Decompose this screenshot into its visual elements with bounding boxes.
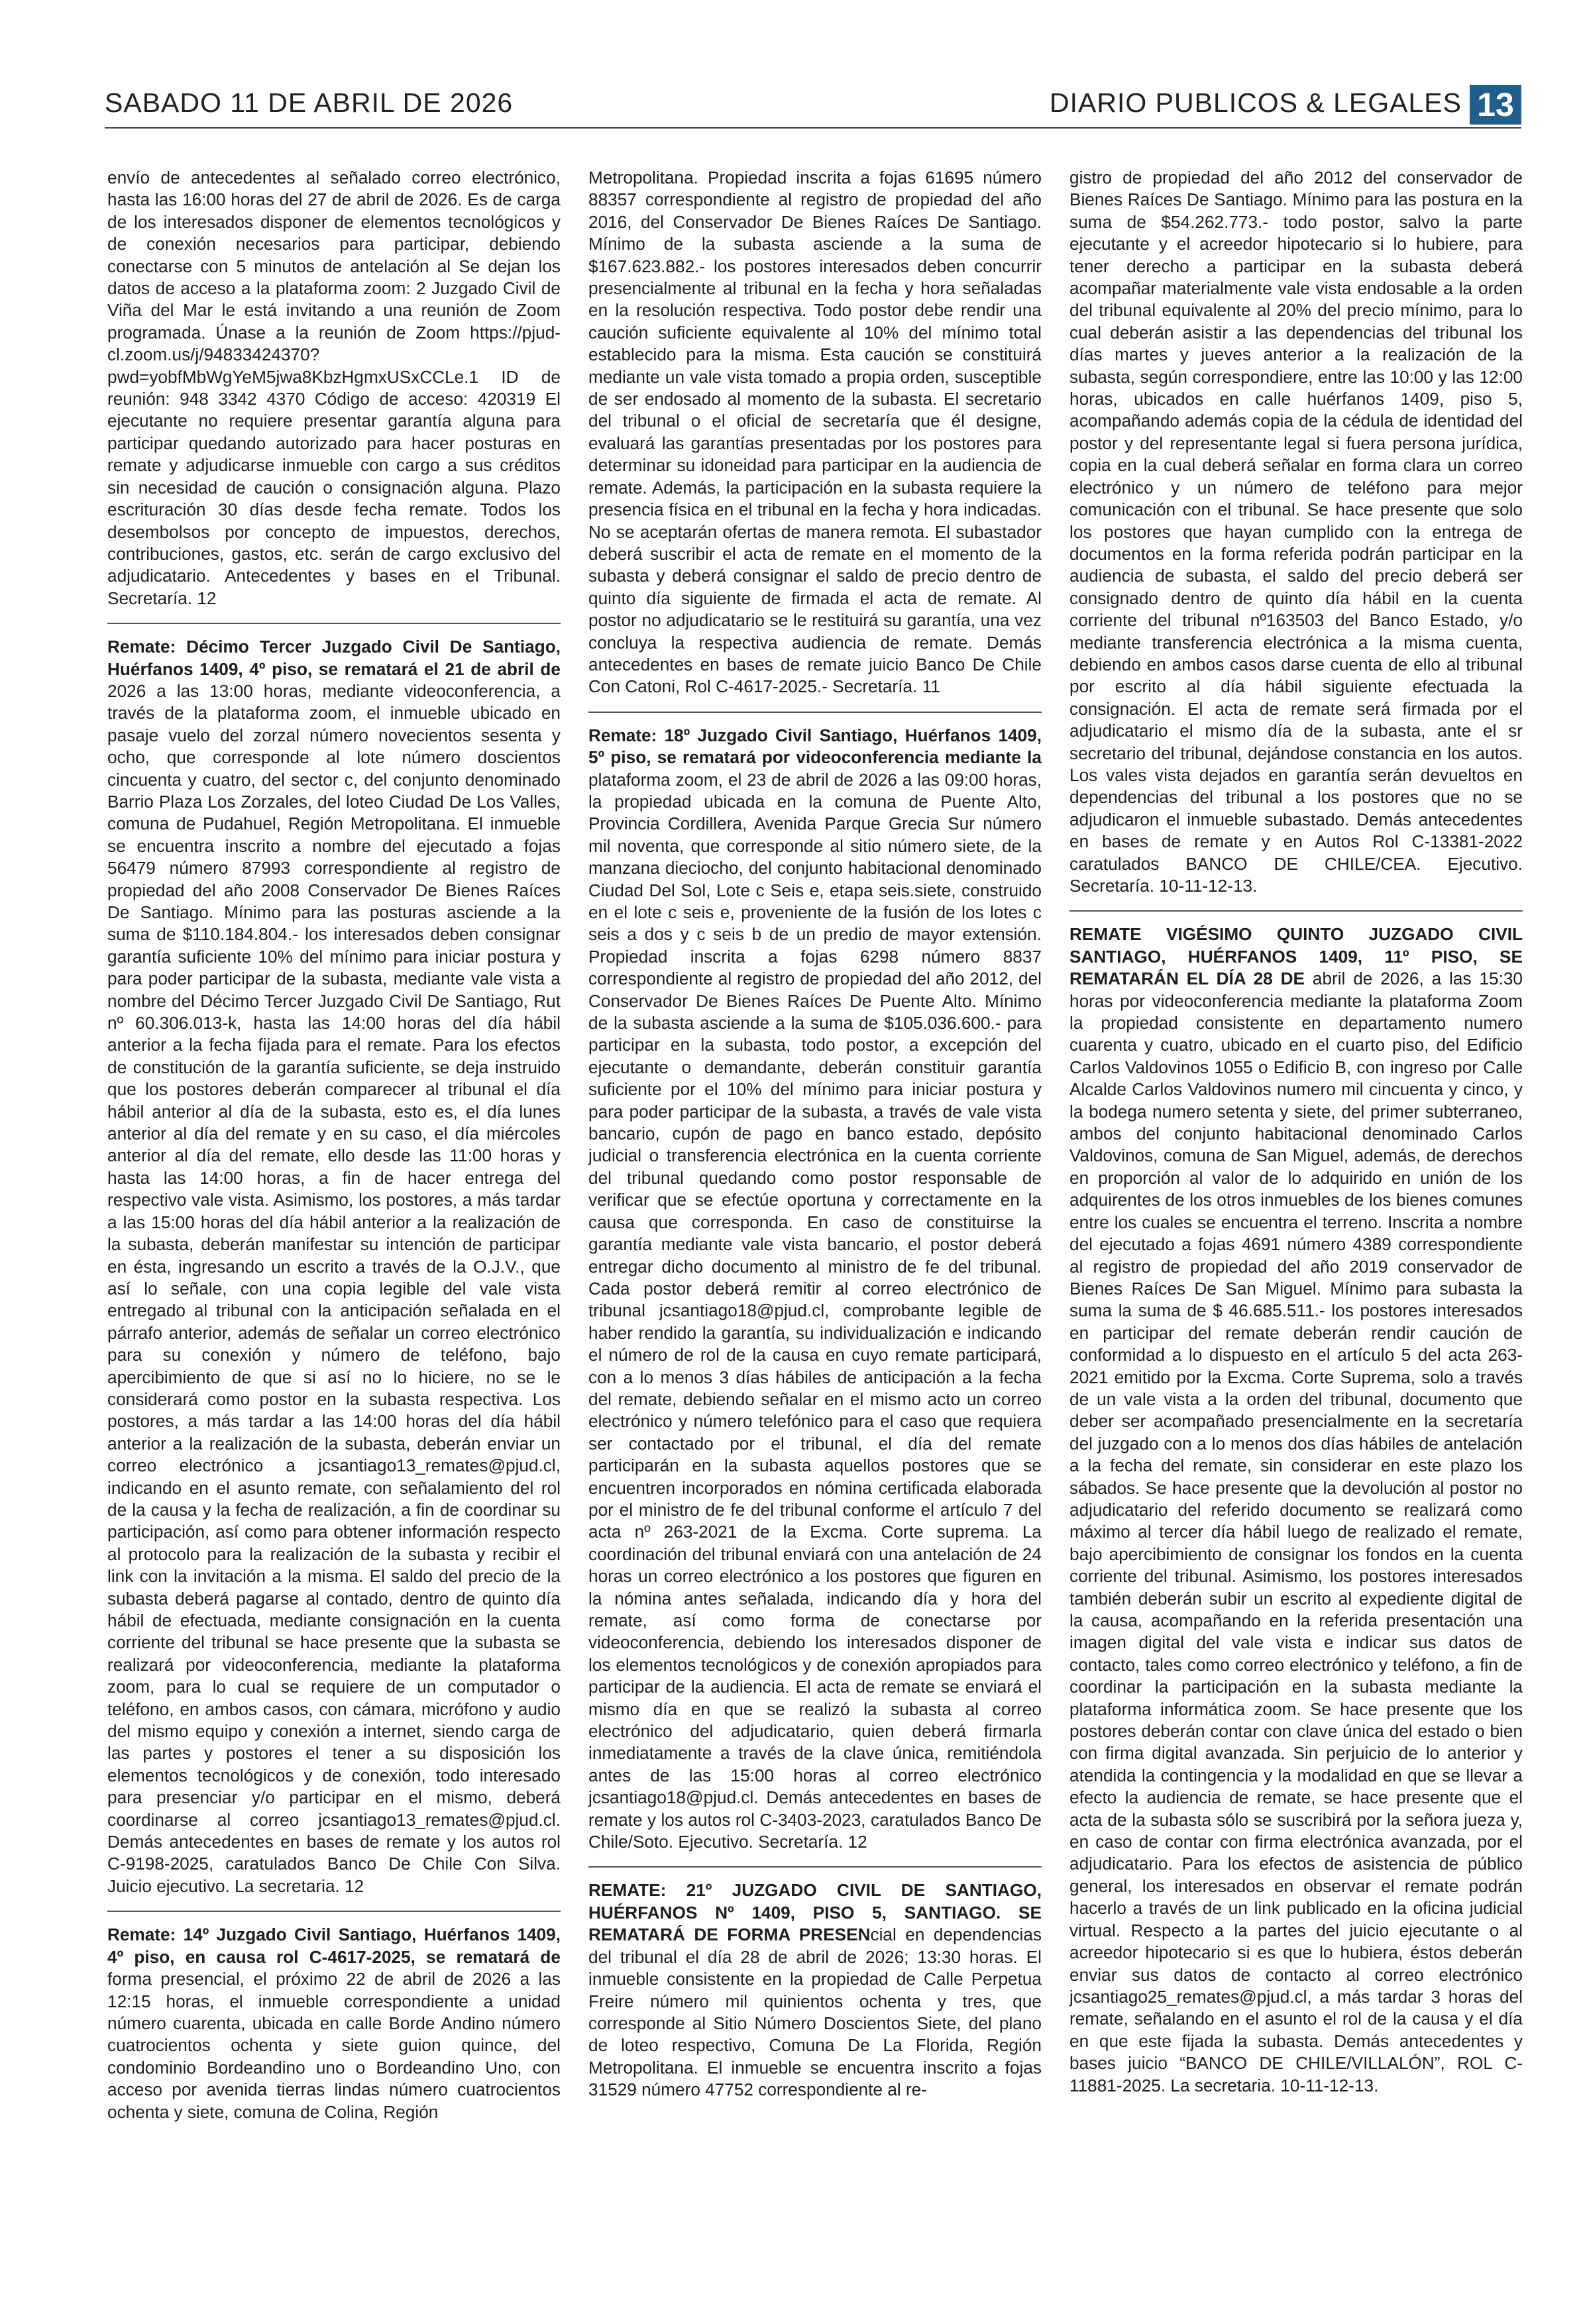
notice-lead: Remate: 14º Juzgado Civil Santiago, Huérfanos 1409, 4º piso, en causa rol C-4617-2025, se rematará de bbox=[107, 1925, 561, 1967]
notice-divider bbox=[107, 1911, 561, 1912]
notice-text: cial en dependencias del tribunal el día 28 de abril de 2026; 13:30 horas. El inmueble consistente en la propiedad de Calle Perpetua Freire número mil quinientos ochenta y tres, que corresponde al Sitio Número Doscientos Siete, del plano de loteo respectivo, Comuna De La Florida, Región Metropolitana. El inmueble se encuentra inscrito a fojas 31529 número 47752 correspondiente al re- bbox=[588, 1925, 1042, 2100]
notice-text: 2026 a las 13:00 horas, mediante videoconferencia, a través de la plataforma zoom, el inmueble ubicado en pasaje vuelo del zorzal número novecientos sesenta y ocho, que corresponde al lote número doscientos cincuenta y cuatro, del sector c, del conjunto denominado Barrio Plaza Los Zorzales, del loteo Ciudad De Los Valles, comuna de Pudahuel, Región Metropolitana. El inmueble se encuentra inscrito a nombre del ejecutado a fojas 56479 número 87993 correspondiente al registro de propiedad del año 2008 Conservador De Bienes Raíces De Santiago. Mínimo para las posturas asciende a la suma de $110.184.804.- los interesados deben consignar garantía suficiente 10% del mínimo para iniciar postura y para poder participar de la subasta, mediante vale vista a nombre del Décimo Tercer Juzgado Civil De Santiago, Rut nº 60.306.013-k, hasta las 14:00 horas del día hábil anterior a la fecha fijada para el remate. Para los efectos de constitución de la garantía suficiente, se deja instruido que los postores deberán comparecer al tribunal el día hábil anterior al día de la subasta, esto es, el día lunes anterior al día del remate y en su caso, el día miércoles anterior al día del remate, ello desde las 11:00 horas y hasta las 14:00 horas, a fin de hacer entrega del respectivo vale vista. Asimismo, los postores, a más tardar a las 15:00 horas del día hábil anterior a la realización de la subasta, deberán manifestar su intención de participar en ésta, ingresando un escrito a través de la O.J.V., que así lo señale, con una copia legible del vale vista entregado al tribunal con la anticipación señalada en el párrafo anterior, además de señalar un correo electrónico para su conexión y número de teléfono, bajo apercibimiento de que si así no lo hiciere, no se le considerará como postor en la subasta respectiva. Los postores, a más tardar a las 14:00 horas del día hábil anterior a la realización de la subasta, deberán enviar un correo electrónico a jcsantiago13_remates@pjud.cl, indicando en el asunto remate, con señalamiento del rol de la causa y la fecha de realización, a fin de coordinar su participación, así como para obtener información respecto al protocolo para la realización de la subasta y recibir el link con la invitación a la misma. El saldo del precio de la subasta deberá pagarse al contado, dentro de quinto día hábil de efectuada, mediante consignación en la cuenta corriente del tribunal se hace presente que la subasta se realizará por videoconferencia, mediante la plataforma zoom, para lo cual se requiere de un computador o teléfono, en ambos casos, con cámara, micrófono y audio del mismo equipo y conexión a internet, siendo carga de las partes y postores el tener a su disposición los elementos tecnológicos y de conexión, todo interesado para presenciar y/o participar en el mismo, deberá coordinarse al correo jcsantiago13_remates@pjud.cl. Demás antecedentes en bases de remate y los autos rol C-9198-2025, caratulados Banco De Chile Con Silva. Juicio ejecutivo. La secretaria. 12 bbox=[107, 680, 561, 1896]
notice-text: plataforma zoom, el 23 de abril de 2026 a las 09:00 horas, la propiedad ubicada en la comuna de Puente Alto, Provincia Cordillera, Avenida Parque Grecia Sur número mil noventa, que corresponde al sitio número siete, de la manzana dieciocho, del conjunto habitacional denominado Ciudad Del Sol, Lote c Seis e, etapa seis.siete, construido en el lote c seis e, proveniente de la fusión de los lotes c seis a dos y c seis b de un predio de mayor extensión. Propiedad inscrita a fojas 6298 número 8837 correspondiente al registro de propiedad del año 2012, del Conservador De Bienes Raíces De Puente Alto. Mínimo de la subasta asciende a la suma de $105.036.600.- para participar en la subasta, todo postor, a excepción del ejecutante o demandante, deberán constituir garantía suficiente por el 10% del mínimo para iniciar postura y para poder participar de la subasta, a través de vale vista bancario, cupón de pago en banco estado, depósito judicial o transferencia electrónica en la cuenta corriente del tribunal quedando como postor responsable de verificar que se efectúe oportuna y correctamente en la causa que corresponda. En caso de constituirse la garantía mediante vale vista bancario, el postor deberá entregar dicho documento al ministro de fe del tribunal. Cada postor deberá remitir al correo electrónico de tribunal jcsantiago18@pjud.cl, comprobante legible de haber rendido la garantía, su individualización e indicando el número de rol de la causa en cuyo remate participará, con a lo menos 3 días hábiles de anticipación a la fecha del remate, debiendo señalar en el mismo acto un correo electrónico y número telefónico para el caso que requiera ser contactado por el tribunal, el día del remate participarán en la subasta aquellos postores que se encuentren incorporados en nómina certificada elaborada por el ministro de fe del tribunal conforme el artículo 7 del acta nº 263-2021 de la Excma. Corte suprema. La coordinación del tribunal enviará con una antelación de 24 horas un correo electrónico a los postores que figuren en la nómina antes señalada, indicando día y hora del remate, así como forma de conectarse por videoconferencia, debiendo los interesados disponer de los elementos tecnológicos y de conexión apropiados para participar de la audiencia. El acta de remate se enviará el mismo día en que se realizó la subasta al correo electrónico del adjudicatario, quien deberá firmarla inmediatamente a través de la clave única, remitiéndola antes de las 15:00 horas al correo electrónico jcsantiago18@pjud.cl. Demás antecedentes en bases de remate y los autos rol C-3403-2023, caratulados Banco De Chile/Soto. Ejecutivo. Secretaría. 12 bbox=[588, 769, 1042, 1852]
notice-continuation bbox=[588, 167, 1042, 698]
notice-continuation bbox=[1069, 167, 1523, 897]
notice-continuation bbox=[107, 167, 561, 609]
notice-divider bbox=[107, 623, 561, 624]
notice-lead: REMATE: 21º JUZGADO CIVIL DE SANTIAGO, HUÉRFANOS Nº 1409, PISO 5, SANTIAGO. SE REMATARÁ DE FORMA PRESEN bbox=[588, 1880, 1042, 1945]
page-header bbox=[105, 85, 1521, 125]
notice-text: forma presencial, el próximo 22 de abril de 2026 a las 12:15 horas, el inmueble correspondiente a unidad número cuarenta, ubicada en calle Borde Andino número cuatrocientos ochenta y siete guion quince, del condominio Bordeandino uno o Bordeandino Uno, con acceso por avenida tierras lindas número cuatrocientos ochenta y siete, comuna de Colina, Región bbox=[107, 1969, 561, 2122]
notice-divider bbox=[1069, 910, 1523, 912]
notice-21-juzgado bbox=[588, 1879, 1042, 2101]
notice-text: gistro de propiedad del año 2012 del conservador de Bienes Raíces De Santiago. Mínimo para las postura en la suma de $54.262.773.- todo postor, salvo la parte ejecutante y el acreedor hipotecario si lo hubiere, para tener derecho a participar en la subasta deberá acompañar materialmente vale vista endosable a la orden del tribunal equivalente al 20% del precio mínimo, para lo cual deberán asistir a las dependencias del tribunal los días martes y jueves anterior a la realización de la subasta, según correspondiere, entre las 10:00 y las 12:00 horas, ubicados en calle huérfanos 1409, piso 5, acompañando además copia de la cédula de identidad del postor y del representante legal si fuera persona jurídica, copia en la cual deberá señalar en forma clara un correo electrónico y un número de teléfono para mejor comunicación con el tribunal. Se hace presente que solo los postores que hayan cumplido con la entrega de documentos en la forma referida podrán participar en la audiencia de subasta, el saldo del precio deberá ser consignado dentro de quinto día hábil en la cuenta corriente del tribunal nº163503 del Banco Estado, y/o mediante transferencia electrónica a la misma cuenta, debiendo en ambos casos darse cuenta de ello al tribunal por escrito al día hábil siguiente efectuada la consignación. El acta de remate será firmada por el adjudicatario el mismo día de la subasta, ante el sr secretario del tribunal, dejándose constancia en los autos. Los vales vista dejados en garantía serán devueltos en dependencias del tribunal a los postores que no se adjudicaron el inmueble subastado. Demás antecedentes en bases de remate y en Autos Rol C-13381-2022 caratulados BANCO DE CHILE/CEA. Ejecutivo. Secretaría. 10-11-12-13. bbox=[1069, 168, 1523, 896]
notice-lead: Remate: 18º Juzgado Civil Santiago, Huérfanos 1409, 5º piso, se rematará por videoconferencia mediante la bbox=[588, 725, 1042, 768]
issue-date: SABADO 11 DE ABRIL DE 2026 bbox=[105, 87, 514, 118]
notice-lead: Remate: Décimo Tercer Juzgado Civil De Santiago, Huérfanos 1409, 4º piso, se rematará el 21 de abril de bbox=[107, 637, 561, 679]
notice-lead: REMATE VIGÉSIMO QUINTO JUZGADO CIVIL SANTIAGO, HUÉRFANOS 1409, 11º PISO, SE REMATARÁN EL DÍA 28 DE bbox=[1069, 924, 1523, 989]
notice-text: envío de antecedentes al señalado correo electrónico, hasta las 16:00 horas del 27 de abril de 2026. Es de carga de los interesados disponer de elementos tecnológicos y de conexión necesarios para participar, debiendo conectarse con 5 minutos de antelación al Se dejan los datos de acceso a la plataforma zoom: 2 Juzgado Civil de Viña del Mar le está invitando a una reunión de Zoom programada. Únase a la reunión de Zoom https://pjud-cl.zoom.us/j/94833424370?pwd=yobfMbWgYeM5jwa8KbzHgmxUSxCCLe.1 ID de reunión: 948 3342 4370 Código de acceso: 420319 El ejecutante no requiere presentar garantía alguna para participar quedando autorizado para hacer posturas en remate y adjudicarse inmueble con cargo a sus créditos sin necesidad de caución o consignación alguna. Plazo escrituración 30 días desde fecha remate. Todos los desembolsos por concepto de impuestos, derechos, contribuciones, gastos, etc. serán de cargo exclusivo del adjudicatario. Antecedentes y bases en el Tribunal. Secretaría. 12 bbox=[107, 168, 561, 608]
notice-divider bbox=[588, 1866, 1042, 1868]
page-number-badge: 13 bbox=[1470, 85, 1521, 125]
column-3 bbox=[1069, 167, 1523, 2097]
column-2 bbox=[588, 167, 1042, 2101]
notice-13-juzgado bbox=[107, 636, 561, 1897]
notice-25-juzgado bbox=[1069, 924, 1523, 2097]
column-1 bbox=[107, 167, 561, 2123]
notice-text: abril de 2026, a las 15:30 horas por videoconferencia mediante la plataforma Zoom la propiedad consistente en departamento numero cuarenta y cuatro, ubicado en el cuarto piso, del Edificio Carlos Valdovinos 1055 o Edificio B, con ingreso por Calle Alcalde Carlos Valdovinos numero mil cincuenta y cinco, y la bodega numero setenta y siete, del primer subterraneo, ambos del conjunto habitacional denominado Carlos Valdovinos, comuna de San Miguel, además, de derechos en proporción al valor de lo adquirido en unión de los adquirentes de los otros inmuebles de los bienes comunes entre los cuales se encuentra el terreno. Inscrita a nombre del ejecutado a fojas 4691 número 4389 correspondiente al registro de propiedad del año 2019 conservador de Bienes Raíces De San Miguel. Mínimo para subasta la suma la suma de $ 46.685.511.- los postores interesados en participar del remate deberán rendir caución de conformidad a lo dispuesto en el artículo 5 del acta 263-2021 emitido por la Excma. Corte Suprema, solo a través de un vale vista a la orden del tribunal, documento que deber ser acompañado presencialmente en la secretaría del juzgado con a lo menos dos días hábiles de antelación a la fecha del remate, sin considerar en este plazo los sábados. Se hace presente que la devolución al postor no adjudicatario del referido documento se realizará como máximo al tercer día hábil luego de realizado el remate, bajo apercibimiento de consignar los fondos en la cuenta corriente del tribunal. Asimismo, los postores interesados también deberán subir un escrito al expediente digital de la causa, acompañando en la referida presentación una imagen digital del vale vista e indicar sus datos de contacto, tales como correo electrónico y teléfono, a fin de coordinar la participación en la subasta mediante la plataforma informática zoom. Se hace presente que los postores deberán contar con clave única del estado o bien con firma digital avanzada. Sin perjuicio de lo anterior y atendida la contingencia y la modalidad en que se llevar a efecto la audiencia de remate, se hace presente que el acta de la subasta sólo se suscribirá por la señora jueza y, en caso de contar con firma electrónica avanzada, por el adjudicatario. Para los efectos de asistencia de público general, los interesados en observar el remate podrán hacerlo a través de un link publicado en la oficina judicial virtual. Respecto a la partes del juicio ejecutante o al acreedor hipotecario si es que lo hubiera, éstos deberán enviar sus datos de contacto al correo electrónico jcsantiago25_remates@pjud.cl, a más tardar 3 horas del remate, señalando en el asunto el rol de la causa y el día en que este fijada la subasta. Demás antecedentes y bases juicio “BANCO DE CHILE/VILLALÓN”, ROL C-11881-2025. La secretaria. 10-11-12-13. bbox=[1069, 969, 1523, 2095]
notice-18-juzgado bbox=[588, 725, 1042, 1854]
publication-name: DIARIO PUBLICOS & LEGALES bbox=[1050, 87, 1462, 118]
notice-14-juzgado bbox=[107, 1924, 561, 2123]
notice-text: Metropolitana. Propiedad inscrita a fojas 61695 número 88357 correspondiente al registro de propiedad del año 2016, del Conservador De Bienes Raíces De Santiago. Mínimo de la subasta asciende a la suma de $167.623.882.- los postores interesados deben concurrir presencialmente al tribunal en la fecha y hora señaladas en la resolución respectiva. Todo postor debe rendir una caución suficiente equivalente al 10% del mínimo total establecido para la misma. Esta caución se constituirá mediante un vale vista tomado a propia orden, susceptible de ser endosado al momento de la subasta. El secretario del tribunal o el oficial de secretaría que él designe, evaluará las garantías presentadas por los postores para determinar su idoneidad para participar en la audiencia de remate. Además, la participación en la subasta requiere la presencia física en el tribunal en la fecha y hora indicadas. No se aceptarán ofertas de manera remota. El subastador deberá suscribir el acta de remate en el momento de la subasta y deberá consignar el saldo de precio dentro de quinto día siguiente de firmada el acta de remate. Al postor no adjudicatario se le restituirá su garantía, una vez concluya la respectiva audiencia de remate. Demás antecedentes en bases de remate juicio Banco De Chile Con Catoni, Rol C-4617-2025.- Secretaría. 11 bbox=[588, 168, 1042, 697]
header-divider bbox=[105, 127, 1521, 129]
notice-divider bbox=[588, 712, 1042, 713]
